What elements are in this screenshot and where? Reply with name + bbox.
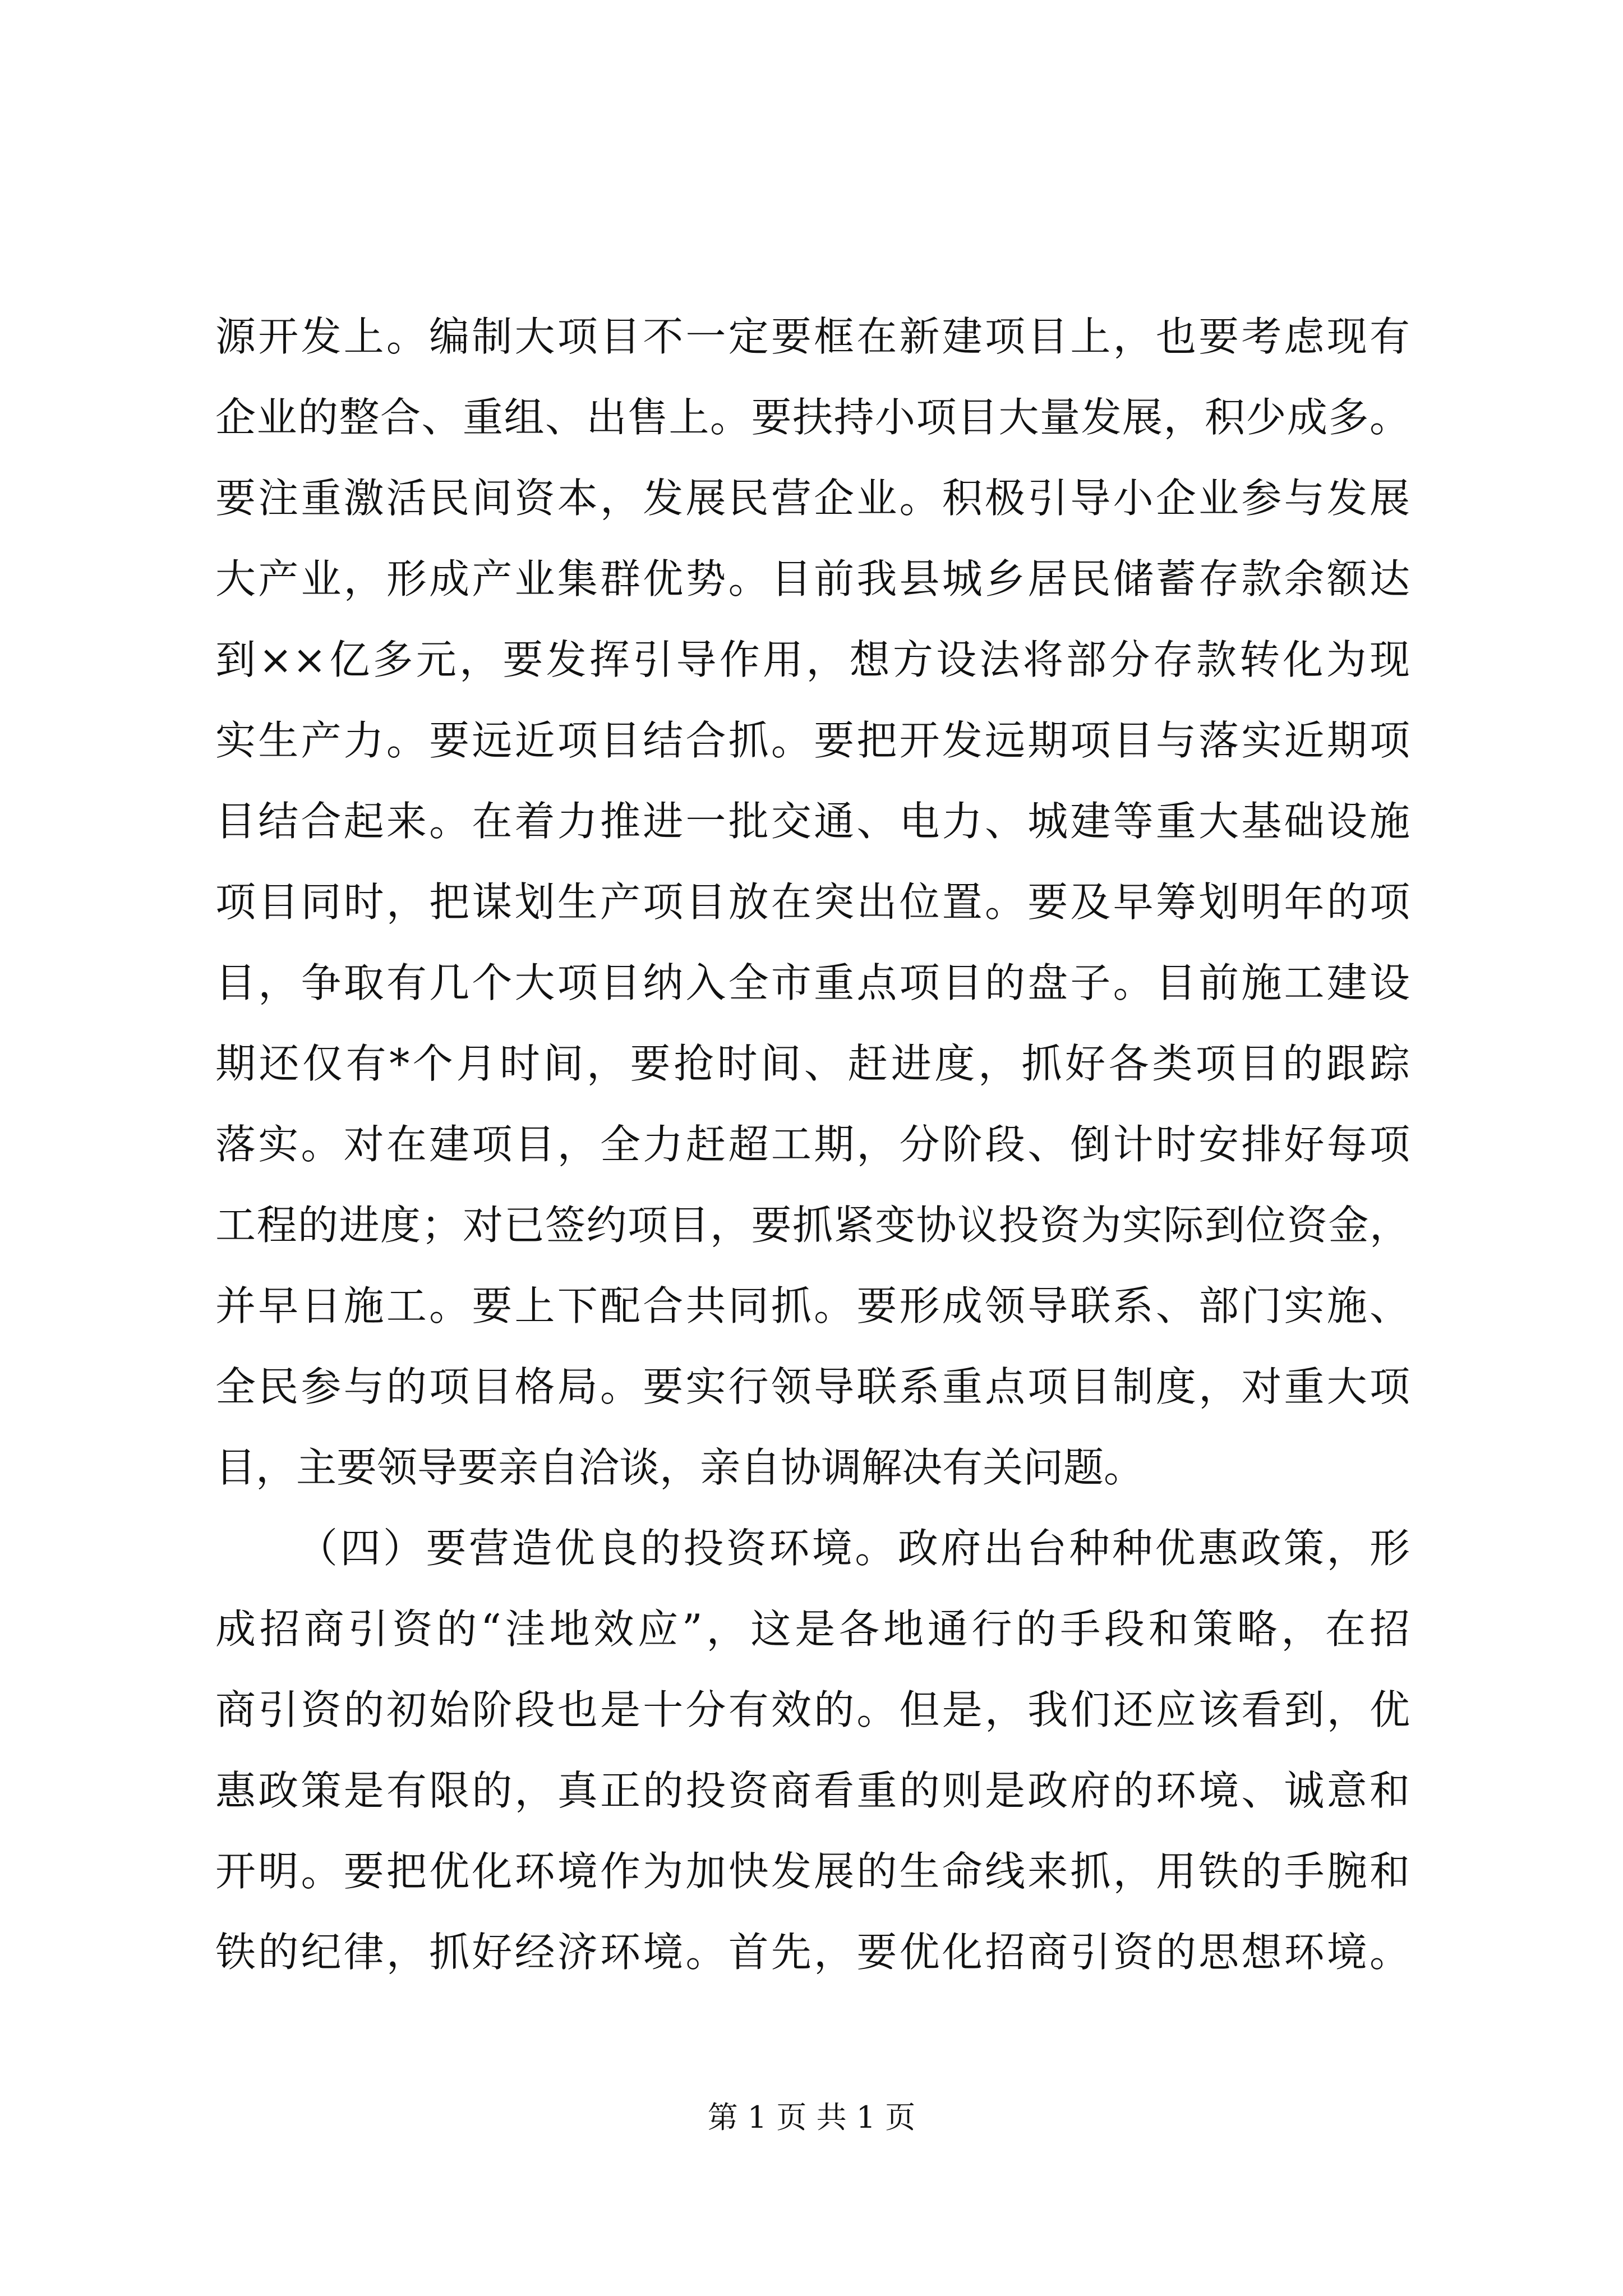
text-line: 全民参与的项目格局。要实行领导联系重点项目制度，对重大项 [215,1363,1410,1410]
paragraph-first-line: （四）要营造优良的投资环境。政府出台种种优惠政策，形 [297,1525,1410,1572]
text-line: 企业的整合、重组、出售上。要扶持小项目大量发展，积少成多。 [215,394,1410,441]
page-number-footer: 第 1 页 共 1 页 [707,2100,916,2135]
text-line: 目，争取有几个大项目纳入全市重点项目的盘子。目前施工建设 [215,959,1410,1006]
text-line: 目结合起来。在着力推进一批交通、电力、城建等重大基础设施 [215,798,1410,845]
text-line: 落实。对在建项目，全力赶超工期，分阶段、倒计时安排好每项 [215,1121,1410,1168]
text-line: 成招商引资的“洼地效应”，这是各地通行的手段和策略，在招 [215,1605,1410,1653]
text-line: 并早日施工。要上下配合共同抓。要形成领导联系、部门实施、 [215,1282,1410,1329]
text-line: 工程的进度；对已签约项目，要抓紧变协议投资为实际到位资金， [215,1202,1410,1249]
text-line: 商引资的初始阶段也是十分有效的。但是，我们还应该看到，优 [215,1686,1410,1733]
text-line: 开明。要把优化环境作为加快发展的生命线来抓，用铁的手腕和 [215,1848,1410,1895]
text-line: 目，主要领导要亲自洽谈，亲自协调解决有关问题。 [215,1444,1145,1491]
text-line: 到××亿多元，要发挥引导作用，想方设法将部分存款转化为现 [215,636,1410,683]
text-line: 大产业，形成产业集群优势。目前我县城乡居民储蓄存款余额达 [215,555,1410,602]
text-line: 要注重激活民间资本，发展民营企业。积极引导小企业参与发展 [215,475,1410,522]
text-line: 源开发上。编制大项目不一定要框在新建项目上，也要考虑现有 [215,313,1410,360]
body-text [215,296,1410,1993]
text-line: 项目同时，把谋划生产项目放在突出位置。要及早筹划明年的项 [215,878,1410,926]
text-line: 惠政策是有限的，真正的投资商看重的则是政府的环境、诚意和 [215,1767,1410,1814]
text-line: 期还仅有*个月时间，要抢时间、赶进度，抓好各类项目的跟踪 [215,1040,1410,1087]
text-line: 铁的纪律，抓好经济环境。首先，要优化招商引资的思想环境。 [215,1929,1410,1976]
text-line: 实生产力。要远近项目结合抓。要把开发远期项目与落实近期项 [215,717,1410,764]
